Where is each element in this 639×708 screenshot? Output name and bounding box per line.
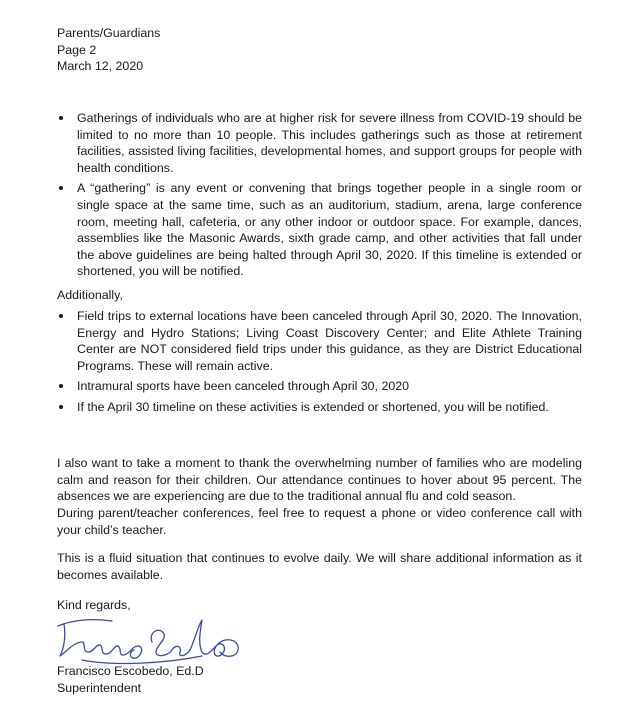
gatherings-bullet-list: [57, 110, 582, 284]
activities-bullet-list: [57, 308, 582, 420]
additionally-label: Additionally,: [57, 288, 123, 302]
signatory-name: Francisco Escobedo, Ed.D: [57, 664, 204, 678]
list-item: Intramural sports have been canceled through April 30, 2020: [57, 378, 582, 395]
letter-header: [57, 25, 160, 75]
list-item: A “gathering” is any event or convening that brings together people in a single room or single space at the same time, such as an auditorium, stadium, arena, large conference room, meeting hall, cafeteria, or any other indoor or outdoor space. For example, dances, assemblies like the Masonic Awards, sixth grade camp, and other activities that fall under the above guidelines are being halted through April 30, 2020. If this timeline is extended or shortened, you will be notified.: [57, 180, 582, 280]
list-item: If the April 30 timeline on these activities is extended or shortened, you will be notified.: [57, 399, 582, 416]
thanks-paragraph: I also want to take a moment to thank the overwhelming number of families who are modeling calm and reason for their children. Our attendance continues to hover about 95 percent. The absences we are experiencing are due to the traditional annual flu and cold season.: [57, 456, 582, 504]
recipient-line: Parents/Guardians: [57, 26, 161, 40]
list-item: Field trips to external locations have been canceled through April 30, 2020. The Innovation, Energy and Hydro Stations; Living Coast Discovery Center; and Elite Athlete Training Center are NOT considered field trips under this guidance, as they are District Educational Programs. These will remain active.: [57, 308, 582, 374]
page-number: Page 2: [57, 42, 97, 57]
letter-date: March 12, 2020: [57, 59, 144, 74]
fluid-situation-paragraph: This is a fluid situation that continues to evolve daily. We will share additional information as it becomes available.: [57, 551, 582, 582]
conferences-paragraph: During parent/teacher conferences, feel free to request a phone or video conference call with your child’s teacher.: [57, 506, 582, 537]
signatory-title: Superintendent: [57, 681, 142, 695]
list-item: Gatherings of individuals who are at higher risk for severe illness from COVID-19 should be limited to no more than 10 people. This includes gatherings such as those at retirement facilities, assisted living facilities, developmental homes, and support groups for people with health conditions.: [57, 110, 582, 176]
closing-salutation: Kind regards,: [57, 598, 131, 612]
